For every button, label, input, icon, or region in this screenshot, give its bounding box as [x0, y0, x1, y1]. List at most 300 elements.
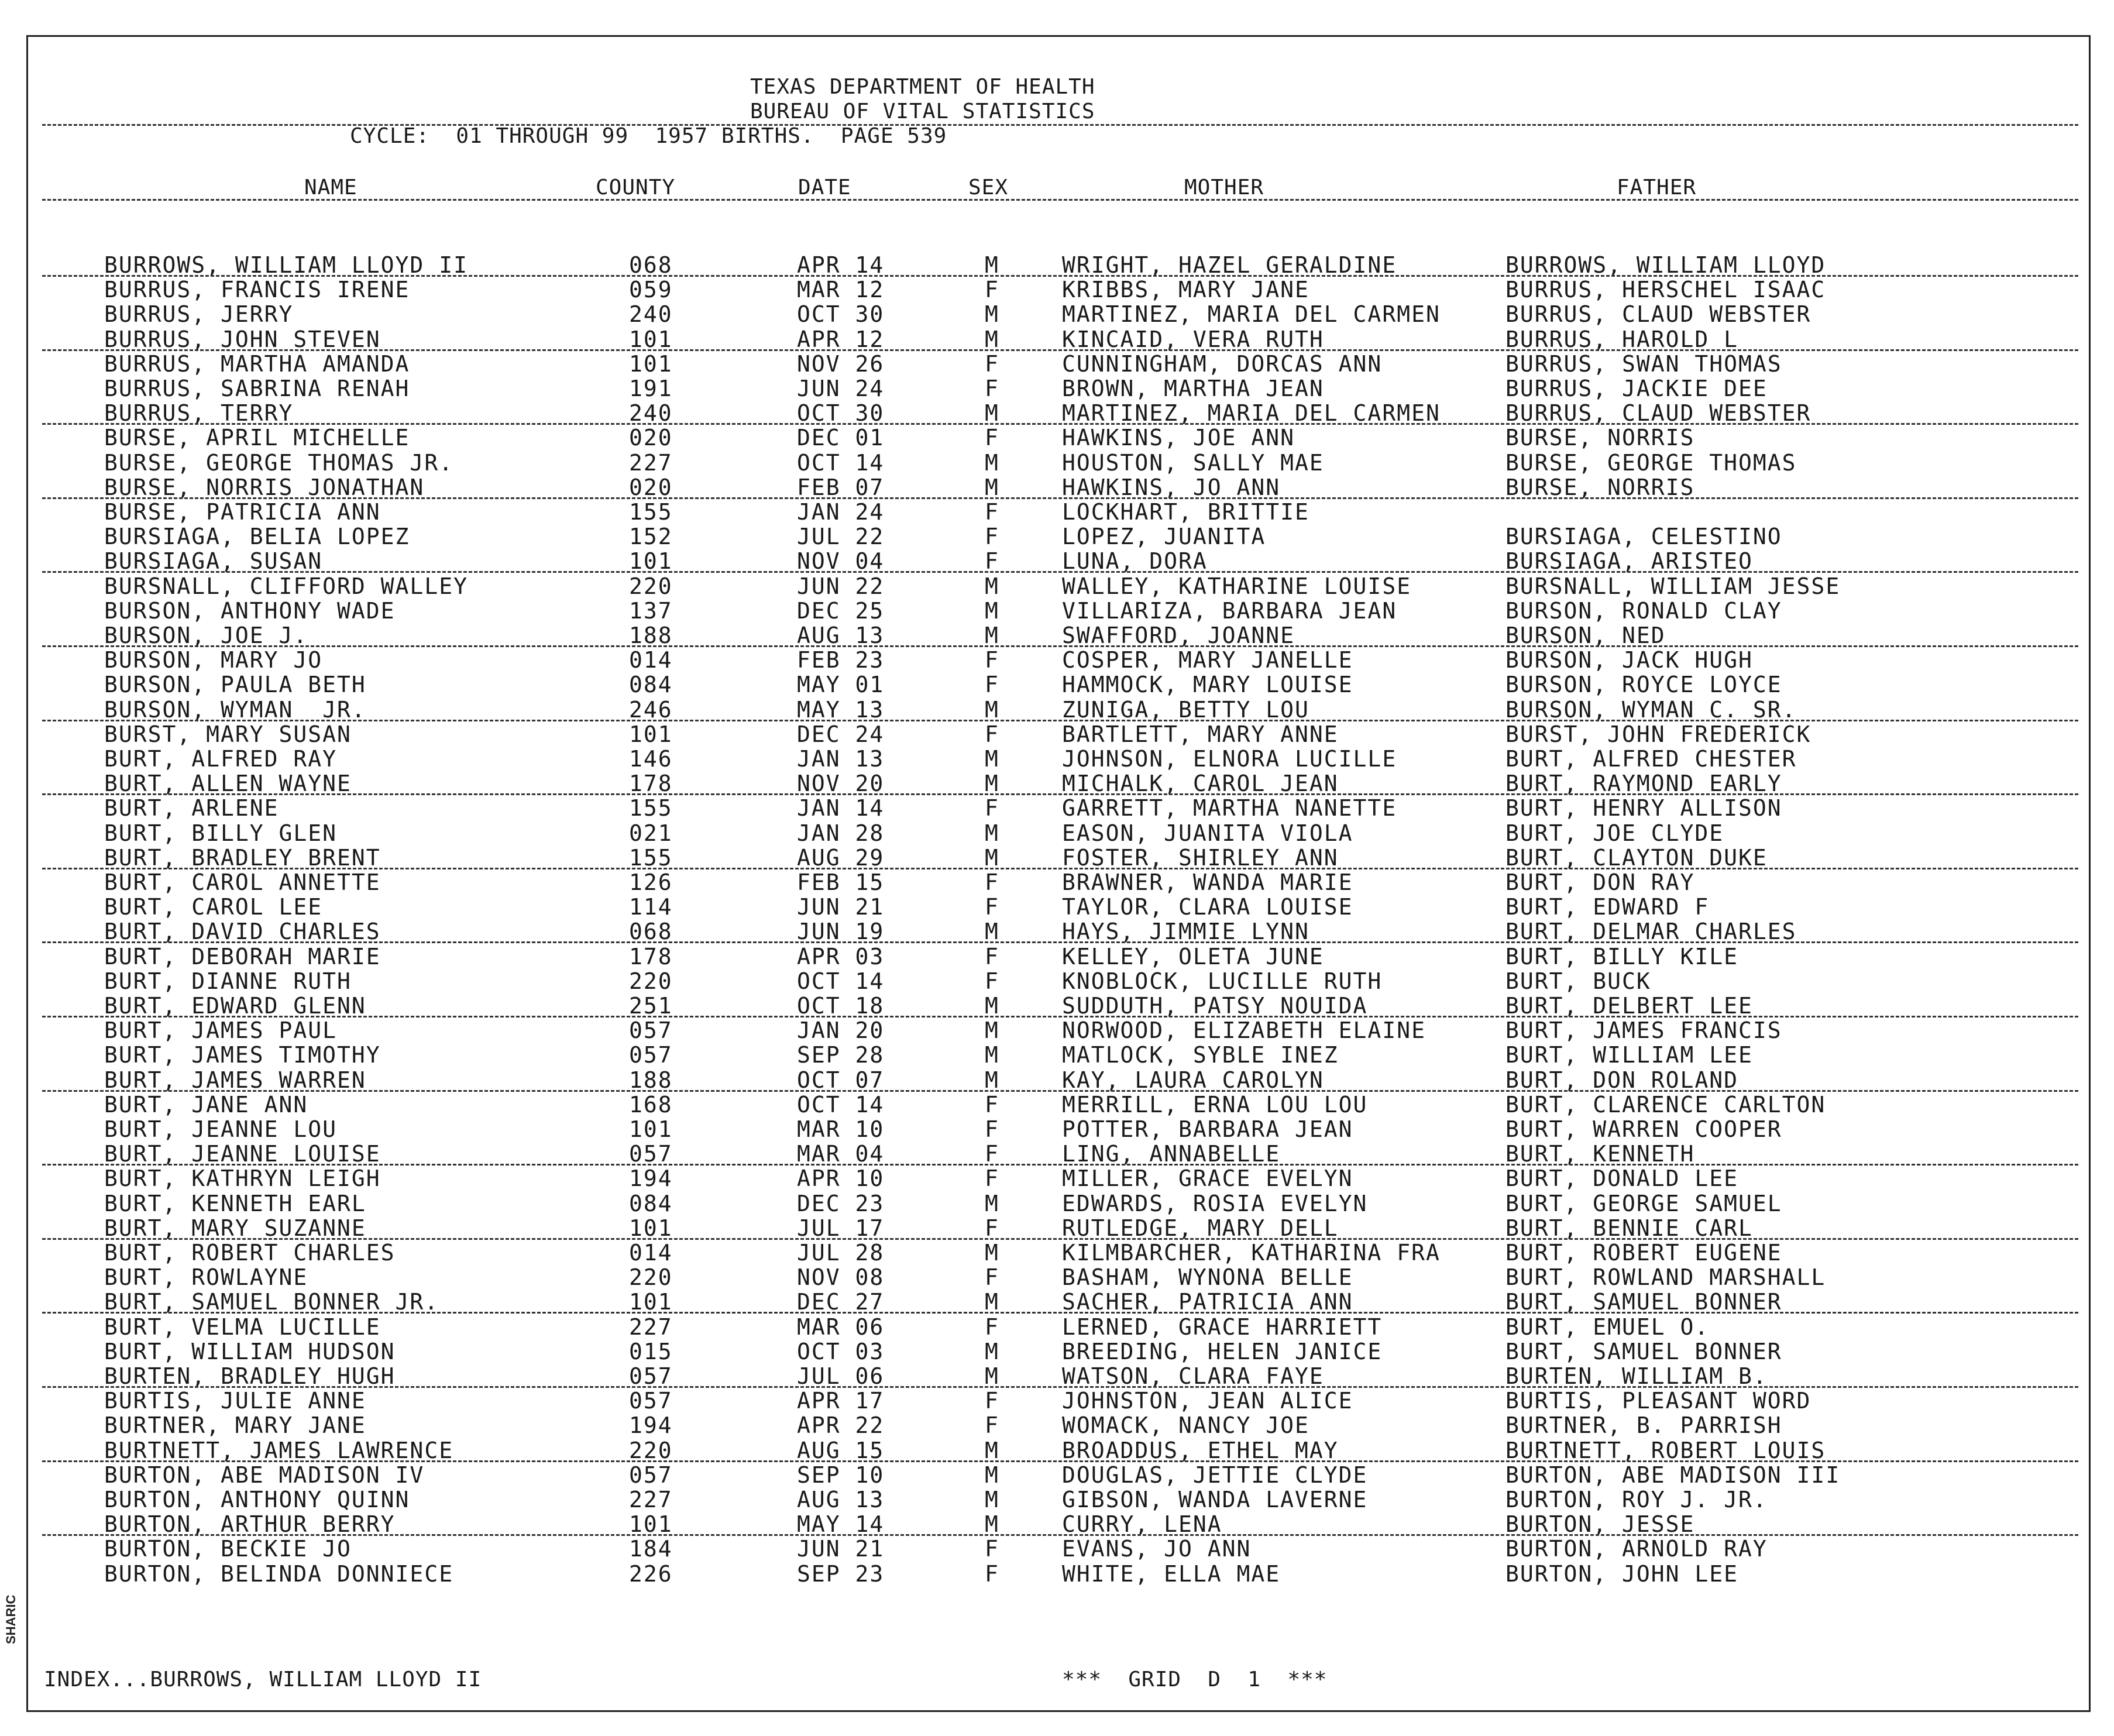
cell-county: 227 [629, 449, 673, 476]
cell-father: BURTON, JOHN LEE [1505, 1560, 1739, 1587]
cell-name: BURTIS, JULIE ANNE [104, 1388, 366, 1414]
cell-county: 020 [629, 425, 673, 451]
cell-county: 188 [629, 1067, 673, 1093]
cell-date: JUL 17 [797, 1215, 885, 1241]
cell-name: BURT, SAMUEL BONNER JR. [104, 1289, 439, 1315]
cell-name: BURTON, ABE MADISON IV [104, 1462, 425, 1488]
cell-father: BURROWS, WILLIAM LLOYD [1505, 252, 1826, 278]
cell-father: BURT, DELMAR CHARLES [1505, 919, 1797, 945]
row-group-divider [42, 941, 2078, 943]
cell-mother: MARTINEZ, MARIA DEL CARMEN [1062, 301, 1441, 328]
cell-county: 178 [629, 943, 673, 970]
cell-father: BURT, DONALD LEE [1505, 1166, 1739, 1192]
cell-county: 227 [629, 1314, 673, 1340]
cell-mother: MILLER, GRACE EVELYN [1062, 1166, 1353, 1192]
cell-mother: BRAWNER, WANDA MARIE [1062, 869, 1353, 895]
cell-name: BURSE, GEORGE THOMAS JR. [104, 449, 454, 476]
cell-sex: M [985, 820, 999, 846]
cell-name: BURT, ROBERT CHARLES [104, 1240, 396, 1266]
cell-name: BURSON, ANTHONY WADE [104, 597, 396, 624]
cell-county: 227 [629, 1487, 673, 1512]
cell-mother: RUTLEDGE, MARY DELL [1062, 1215, 1339, 1241]
cell-name: BURT, BILLY GLEN [104, 820, 338, 846]
footer-grid: *** GRID D 1 *** [1062, 1668, 1328, 1692]
cell-mother: TAYLOR, CLARA LOUISE [1062, 894, 1353, 920]
cell-father: BURT, SAMUEL BONNER [1505, 1289, 1782, 1315]
cell-sex: M [985, 1511, 999, 1538]
cell-county: 191 [629, 376, 673, 401]
cell-date: MAR 12 [797, 277, 885, 303]
cell-name: BURT, EDWARD GLENN [104, 993, 366, 1019]
cell-date: JUL 06 [797, 1363, 885, 1389]
cell-mother: EDWARDS, ROSIA EVELYN [1062, 1190, 1368, 1216]
cell-date: DEC 01 [797, 425, 885, 451]
cell-county: 220 [629, 968, 673, 994]
cell-name: BURT, JAMES PAUL [104, 1017, 338, 1044]
cell-sex: F [985, 795, 999, 821]
cell-name: BURT, ALLEN WAYNE [104, 771, 352, 797]
cell-father: BURT, ROBERT EUGENE [1505, 1240, 1782, 1266]
cell-date: FEB 07 [797, 474, 885, 500]
cell-county: 014 [629, 1240, 673, 1266]
cell-sex: F [985, 524, 999, 550]
cell-name: BURSE, NORRIS JONATHAN [104, 474, 425, 500]
column-header-date: DATE [798, 176, 851, 200]
cell-father: BURSON, RONALD CLAY [1505, 597, 1782, 624]
cell-sex: F [985, 548, 999, 575]
cell-date: JUN 21 [797, 894, 885, 920]
cell-sex: M [985, 919, 999, 945]
cell-county: 084 [629, 672, 673, 698]
cell-mother: KAY, LAURA CAROLYN [1062, 1067, 1324, 1093]
cell-father: BURTIS, PLEASANT WORD [1505, 1388, 1811, 1414]
cell-mother: WHITE, ELLA MAE [1062, 1560, 1281, 1587]
cell-name: BURT, DAVID CHARLES [104, 919, 381, 945]
cell-sex: M [985, 623, 999, 648]
cell-date: APR 03 [797, 943, 885, 970]
cell-mother: DOUGLAS, JETTIE CLYDE [1062, 1462, 1368, 1488]
cell-sex: M [985, 1240, 999, 1266]
column-header-mother: MOTHER [1184, 176, 1264, 200]
cell-father: BURT, ALFRED CHESTER [1505, 746, 1797, 772]
cell-sex: F [985, 376, 999, 401]
cell-date: JAN 14 [797, 795, 885, 821]
cell-father: BURT, DON ROLAND [1505, 1067, 1739, 1093]
cell-county: 184 [629, 1536, 673, 1562]
cell-name: BURT, JANE ANN [104, 1091, 308, 1118]
cell-mother: WOMACK, NANCY JOE [1062, 1412, 1309, 1439]
cell-date: APR 12 [797, 326, 885, 352]
cell-date: JAN 24 [797, 499, 885, 525]
header-bureau: BUREAU OF VITAL STATISTICS [750, 99, 1095, 123]
cell-sex: M [985, 474, 999, 500]
cell-county: 155 [629, 844, 673, 871]
cell-name: BURRUS, FRANCIS IRENE [104, 277, 410, 303]
cell-name: BURT, BRADLEY BRENT [104, 844, 381, 871]
cell-sex: M [985, 326, 999, 352]
cell-date: AUG 15 [797, 1437, 885, 1463]
cell-sex: M [985, 1437, 999, 1463]
cell-sex: M [985, 746, 999, 772]
cell-mother: MERRILL, ERNA LOU LOU [1062, 1091, 1368, 1118]
cell-sex: F [985, 1314, 999, 1340]
cell-date: FEB 15 [797, 869, 885, 895]
cell-date: NOV 04 [797, 548, 885, 575]
cell-father: BURT, GEORGE SAMUEL [1505, 1190, 1782, 1216]
cell-county: 101 [629, 350, 673, 377]
cell-father: BURTEN, WILLIAM B. [1505, 1363, 1768, 1389]
cell-date: DEC 25 [797, 597, 885, 624]
cell-sex: M [985, 449, 999, 476]
cell-date: JAN 13 [797, 746, 885, 772]
cell-date: JUL 22 [797, 524, 885, 550]
cell-mother: WRIGHT, HAZEL GERALDINE [1062, 252, 1397, 278]
cell-county: 020 [629, 474, 673, 500]
cell-mother: GIBSON, WANDA LAVERNE [1062, 1487, 1368, 1512]
cell-father: BURSE, GEORGE THOMAS [1505, 449, 1797, 476]
cell-father: BURT, CLAYTON DUKE [1505, 844, 1768, 871]
cell-sex: F [985, 1116, 999, 1142]
cell-sex: M [985, 771, 999, 797]
cell-name: BURT, WILLIAM HUDSON [104, 1338, 396, 1364]
cell-county: 084 [629, 1190, 673, 1216]
cell-sex: F [985, 869, 999, 895]
cell-father: BURRUS, JACKIE DEE [1505, 376, 1768, 401]
cell-mother: BARTLETT, MARY ANNE [1062, 721, 1339, 747]
cell-mother: BROADDUS, ETHEL MAY [1062, 1437, 1339, 1463]
cell-name: BURTON, ARTHUR BERRY [104, 1511, 396, 1538]
cell-sex: F [985, 647, 999, 673]
cell-sex: M [985, 1190, 999, 1216]
cell-sex: M [985, 1017, 999, 1044]
cell-mother: FOSTER, SHIRLEY ANN [1062, 844, 1339, 871]
side-label: SHARIC [4, 1594, 18, 1644]
cell-mother: EVANS, JO ANN [1062, 1536, 1252, 1562]
cell-date: SEP 28 [797, 1042, 885, 1068]
cell-father: BURRUS, HERSCHEL ISAAC [1505, 277, 1826, 303]
cell-date: FEB 23 [797, 647, 885, 673]
cell-father: BURT, KENNETH [1505, 1141, 1695, 1167]
cell-date: JUN 19 [797, 919, 885, 945]
cell-name: BURT, ROWLAYNE [104, 1264, 308, 1291]
cell-name: BURRUS, JOHN STEVEN [104, 326, 381, 352]
cell-father: BURSON, ROYCE LOYCE [1505, 672, 1782, 698]
cell-father: BURT, CLARENCE CARLTON [1505, 1091, 1826, 1118]
cell-county: 240 [629, 301, 673, 328]
cell-name: BURRUS, TERRY [104, 400, 294, 427]
cell-father: BURSE, NORRIS [1505, 425, 1695, 451]
row-group-divider [42, 1312, 2078, 1314]
cell-name: BURT, JAMES WARREN [104, 1067, 366, 1093]
cell-name: BURTNER, MARY JANE [104, 1412, 366, 1439]
cell-county: 240 [629, 400, 673, 427]
cell-county: 126 [629, 869, 673, 895]
cell-county: 178 [629, 771, 673, 797]
cell-sex: F [985, 943, 999, 970]
cell-sex: F [985, 968, 999, 994]
cell-father: BURSON, WYMAN C. SR. [1505, 696, 1797, 723]
cell-name: BURTNETT, JAMES LAWRENCE [104, 1437, 454, 1463]
cell-name: BURTON, ANTHONY QUINN [104, 1487, 410, 1512]
cell-mother: SACHER, PATRICIA ANN [1062, 1289, 1353, 1315]
cell-county: 155 [629, 795, 673, 821]
cell-county: 188 [629, 623, 673, 648]
cell-father: BURRUS, HAROLD L [1505, 326, 1739, 352]
cell-county: 057 [629, 1042, 673, 1068]
cell-father: BURT, ROWLAND MARSHALL [1505, 1264, 1826, 1291]
cell-mother: JOHNSON, ELNORA LUCILLE [1062, 746, 1397, 772]
cell-date: JAN 20 [797, 1017, 885, 1044]
cell-name: BURTON, BECKIE JO [104, 1536, 352, 1562]
cell-father: BURT, DELBERT LEE [1505, 993, 1753, 1019]
cell-county: 068 [629, 252, 673, 278]
cell-county: 251 [629, 993, 673, 1019]
cell-mother: LUNA, DORA [1062, 548, 1208, 575]
cell-name: BURTEN, BRADLEY HUGH [104, 1363, 396, 1389]
cell-sex: M [985, 993, 999, 1019]
cell-sex: F [985, 894, 999, 920]
cell-name: BURSE, PATRICIA ANN [104, 499, 381, 525]
cell-sex: F [985, 1560, 999, 1587]
cell-sex: F [985, 1264, 999, 1291]
cell-name: BURROWS, WILLIAM LLOYD II [104, 252, 468, 278]
cell-mother: BREEDING, HELEN JANICE [1062, 1338, 1383, 1364]
cell-mother: HAWKINS, JO ANN [1062, 474, 1281, 500]
cell-county: 114 [629, 894, 673, 920]
cell-county: 057 [629, 1388, 673, 1414]
cell-mother: MICHALK, CAROL JEAN [1062, 771, 1339, 797]
cell-sex: M [985, 696, 999, 723]
cell-father: BURT, DON RAY [1505, 869, 1695, 895]
cell-sex: M [985, 1363, 999, 1389]
cell-father: BURTON, ROY J. JR. [1505, 1487, 1768, 1512]
cell-name: BURT, KENNETH EARL [104, 1190, 366, 1216]
cell-mother: JOHNSTON, JEAN ALICE [1062, 1388, 1353, 1414]
cell-sex: F [985, 1536, 999, 1562]
cell-father: BURT, JOE CLYDE [1505, 820, 1724, 846]
cell-mother: LERNED, GRACE HARRIETT [1062, 1314, 1383, 1340]
column-header-county: COUNTY [596, 176, 676, 200]
cell-father: BURT, BILLY KILE [1505, 943, 1739, 970]
cell-date: DEC 24 [797, 721, 885, 747]
cell-name: BURSIAGA, BELIA LOPEZ [104, 524, 410, 550]
cell-county: 220 [629, 573, 673, 599]
column-header-father: FATHER [1617, 176, 1697, 200]
cell-sex: F [985, 277, 999, 303]
cell-mother: HOUSTON, SALLY MAE [1062, 449, 1324, 476]
cell-sex: F [985, 425, 999, 451]
cell-date: MAR 10 [797, 1116, 885, 1142]
cell-name: BURT, DIANNE RUTH [104, 968, 352, 994]
cell-father: BURT, EMUEL O. [1505, 1314, 1710, 1340]
cell-mother: KRIBBS, MARY JANE [1062, 277, 1309, 303]
cell-name: BURT, ARLENE [104, 795, 279, 821]
cell-county: 015 [629, 1338, 673, 1364]
cell-sex: M [985, 1067, 999, 1093]
cell-mother: MARTINEZ, MARIA DEL CARMEN [1062, 400, 1441, 427]
cell-father: BURTNER, B. PARRISH [1505, 1412, 1782, 1439]
cell-father: BURT, BENNIE CARL [1505, 1215, 1753, 1241]
cell-date: OCT 30 [797, 400, 885, 427]
cell-father: BURRUS, CLAUD WEBSTER [1505, 400, 1811, 427]
cell-county: 146 [629, 746, 673, 772]
cell-date: JUN 21 [797, 1536, 885, 1562]
cell-mother: KINCAID, VERA RUTH [1062, 326, 1324, 352]
cell-name: BURT, KATHRYN LEIGH [104, 1166, 381, 1192]
cell-date: APR 17 [797, 1388, 885, 1414]
cell-name: BURT, JEANNE LOU [104, 1116, 338, 1142]
cell-mother: VILLARIZA, BARBARA JEAN [1062, 597, 1397, 624]
cell-name: BURT, ALFRED RAY [104, 746, 338, 772]
cell-county: 194 [629, 1166, 673, 1192]
cell-father: BURTNETT, ROBERT LOUIS [1505, 1437, 1826, 1463]
cell-name: BURST, MARY SUSAN [104, 721, 352, 747]
cell-county: 101 [629, 1116, 673, 1142]
cell-mother: WATSON, CLARA FAYE [1062, 1363, 1324, 1389]
cell-name: BURSON, PAULA BETH [104, 672, 366, 698]
cell-sex: M [985, 400, 999, 427]
cell-date: JUL 28 [797, 1240, 885, 1266]
cell-date: AUG 13 [797, 623, 885, 648]
cell-father: BURT, SAMUEL BONNER [1505, 1338, 1782, 1364]
cell-sex: F [985, 672, 999, 698]
cell-name: BURT, VELMA LUCILLE [104, 1314, 381, 1340]
cell-county: 068 [629, 919, 673, 945]
cell-date: APR 14 [797, 252, 885, 278]
cell-name: BURT, MARY SUZANNE [104, 1215, 366, 1241]
cell-county: 101 [629, 721, 673, 747]
cell-mother: NORWOOD, ELIZABETH ELAINE [1062, 1017, 1426, 1044]
cell-date: SEP 23 [797, 1560, 885, 1587]
cell-date: APR 22 [797, 1412, 885, 1439]
cell-date: OCT 07 [797, 1067, 885, 1093]
cell-date: MAY 13 [797, 696, 885, 723]
cell-date: DEC 23 [797, 1190, 885, 1216]
cell-county: 226 [629, 1560, 673, 1587]
cell-county: 057 [629, 1363, 673, 1389]
cell-sex: F [985, 1141, 999, 1167]
cell-father: BURTON, ARNOLD RAY [1505, 1536, 1768, 1562]
cell-county: 168 [629, 1091, 673, 1118]
cell-sex: F [985, 1215, 999, 1241]
cell-name: BURSE, APRIL MICHELLE [104, 425, 410, 451]
cell-date: SEP 10 [797, 1462, 885, 1488]
cell-father: BURT, EDWARD F [1505, 894, 1710, 920]
cell-name: BURSON, WYMAN JR. [104, 696, 366, 723]
cell-date: OCT 30 [797, 301, 885, 328]
cell-date: MAR 06 [797, 1314, 885, 1340]
cell-date: MAY 14 [797, 1511, 885, 1538]
cell-mother: BASHAM, WYNONA BELLE [1062, 1264, 1353, 1291]
cell-name: BURSIAGA, SUSAN [104, 548, 323, 575]
cell-name: BURRUS, SABRINA RENAH [104, 376, 410, 401]
cell-mother: GARRETT, MARTHA NANETTE [1062, 795, 1397, 821]
cell-date: NOV 20 [797, 771, 885, 797]
cell-county: 057 [629, 1462, 673, 1488]
cell-name: BURT, DEBORAH MARIE [104, 943, 381, 970]
cell-sex: F [985, 1091, 999, 1118]
cell-sex: M [985, 1487, 999, 1512]
cell-county: 059 [629, 277, 673, 303]
cell-father: BURT, RAYMOND EARLY [1505, 771, 1782, 797]
cell-date: MAY 01 [797, 672, 885, 698]
cell-county: 220 [629, 1264, 673, 1291]
cell-name: BURTON, BELINDA DONNIECE [104, 1560, 454, 1587]
cell-name: BURT, JEANNE LOUISE [104, 1141, 381, 1167]
cell-name: BURT, CAROL LEE [104, 894, 323, 920]
cell-father: BURRUS, SWAN THOMAS [1505, 350, 1782, 377]
cell-county: 101 [629, 1289, 673, 1315]
cell-name: BURRUS, JERRY [104, 301, 294, 328]
cell-mother: CURRY, LENA [1062, 1511, 1222, 1538]
cell-county: 220 [629, 1437, 673, 1463]
column-header-name: NAME [304, 176, 358, 200]
cell-mother: POTTER, BARBARA JEAN [1062, 1116, 1353, 1142]
cell-name: BURT, CAROL ANNETTE [104, 869, 381, 895]
cell-mother: WALLEY, KATHARINE LOUISE [1062, 573, 1412, 599]
cell-mother: LOPEZ, JUANITA [1062, 524, 1266, 550]
cell-mother: SUDDUTH, PATSY NOUIDA [1062, 993, 1368, 1019]
cell-date: JUN 24 [797, 376, 885, 401]
cell-date: JUN 22 [797, 573, 885, 599]
cell-date: JAN 28 [797, 820, 885, 846]
cell-father: BURT, WARREN COOPER [1505, 1116, 1782, 1142]
cell-date: OCT 18 [797, 993, 885, 1019]
cell-father: BURTON, JESSE [1505, 1511, 1695, 1538]
header-title: TEXAS DEPARTMENT OF HEALTH [750, 75, 1095, 99]
cell-father: BURRUS, CLAUD WEBSTER [1505, 301, 1811, 328]
cell-mother: EASON, JUANITA VIOLA [1062, 820, 1353, 846]
cell-name: BURT, JAMES TIMOTHY [104, 1042, 381, 1068]
cell-mother: LING, ANNABELLE [1062, 1141, 1281, 1167]
cell-sex: M [985, 301, 999, 328]
cell-sex: F [985, 1166, 999, 1192]
cell-sex: M [985, 573, 999, 599]
cell-name: BURSNALL, CLIFFORD WALLEY [104, 573, 468, 599]
cell-county: 057 [629, 1141, 673, 1167]
cell-name: BURRUS, MARTHA AMANDA [104, 350, 410, 377]
cell-father: BURSE, NORRIS [1505, 474, 1695, 500]
cell-sex: F [985, 721, 999, 747]
cell-sex: F [985, 499, 999, 525]
cell-mother: CUNNINGHAM, DORCAS ANN [1062, 350, 1383, 377]
cell-sex: M [985, 1289, 999, 1315]
cell-date: AUG 13 [797, 1487, 885, 1512]
cell-date: NOV 26 [797, 350, 885, 377]
footer-index: INDEX...BURROWS, WILLIAM LLOYD II [44, 1668, 482, 1692]
cell-mother: LOCKHART, BRITTIE [1062, 499, 1309, 525]
cell-date: AUG 29 [797, 844, 885, 871]
cell-father: BURT, WILLIAM LEE [1505, 1042, 1753, 1068]
cell-mother: KELLEY, OLETA JUNE [1062, 943, 1324, 970]
cell-father: BURSNALL, WILLIAM JESSE [1505, 573, 1841, 599]
cell-county: 101 [629, 1215, 673, 1241]
cell-county: 021 [629, 820, 673, 846]
cell-mother: HAWKINS, JOE ANN [1062, 425, 1295, 451]
cell-county: 057 [629, 1017, 673, 1044]
cell-mother: MATLOCK, SYBLE INEZ [1062, 1042, 1339, 1068]
cell-mother: HAYS, JIMMIE LYNN [1062, 919, 1309, 945]
cell-date: NOV 08 [797, 1264, 885, 1291]
cell-county: 101 [629, 326, 673, 352]
cell-sex: M [985, 844, 999, 871]
cell-father: BURSIAGA, ARISTEO [1505, 548, 1753, 575]
cell-county: 101 [629, 548, 673, 575]
cell-sex: M [985, 1462, 999, 1488]
cell-sex: F [985, 1412, 999, 1439]
cell-county: 101 [629, 1511, 673, 1538]
column-header-sex: SEX [968, 176, 1009, 200]
